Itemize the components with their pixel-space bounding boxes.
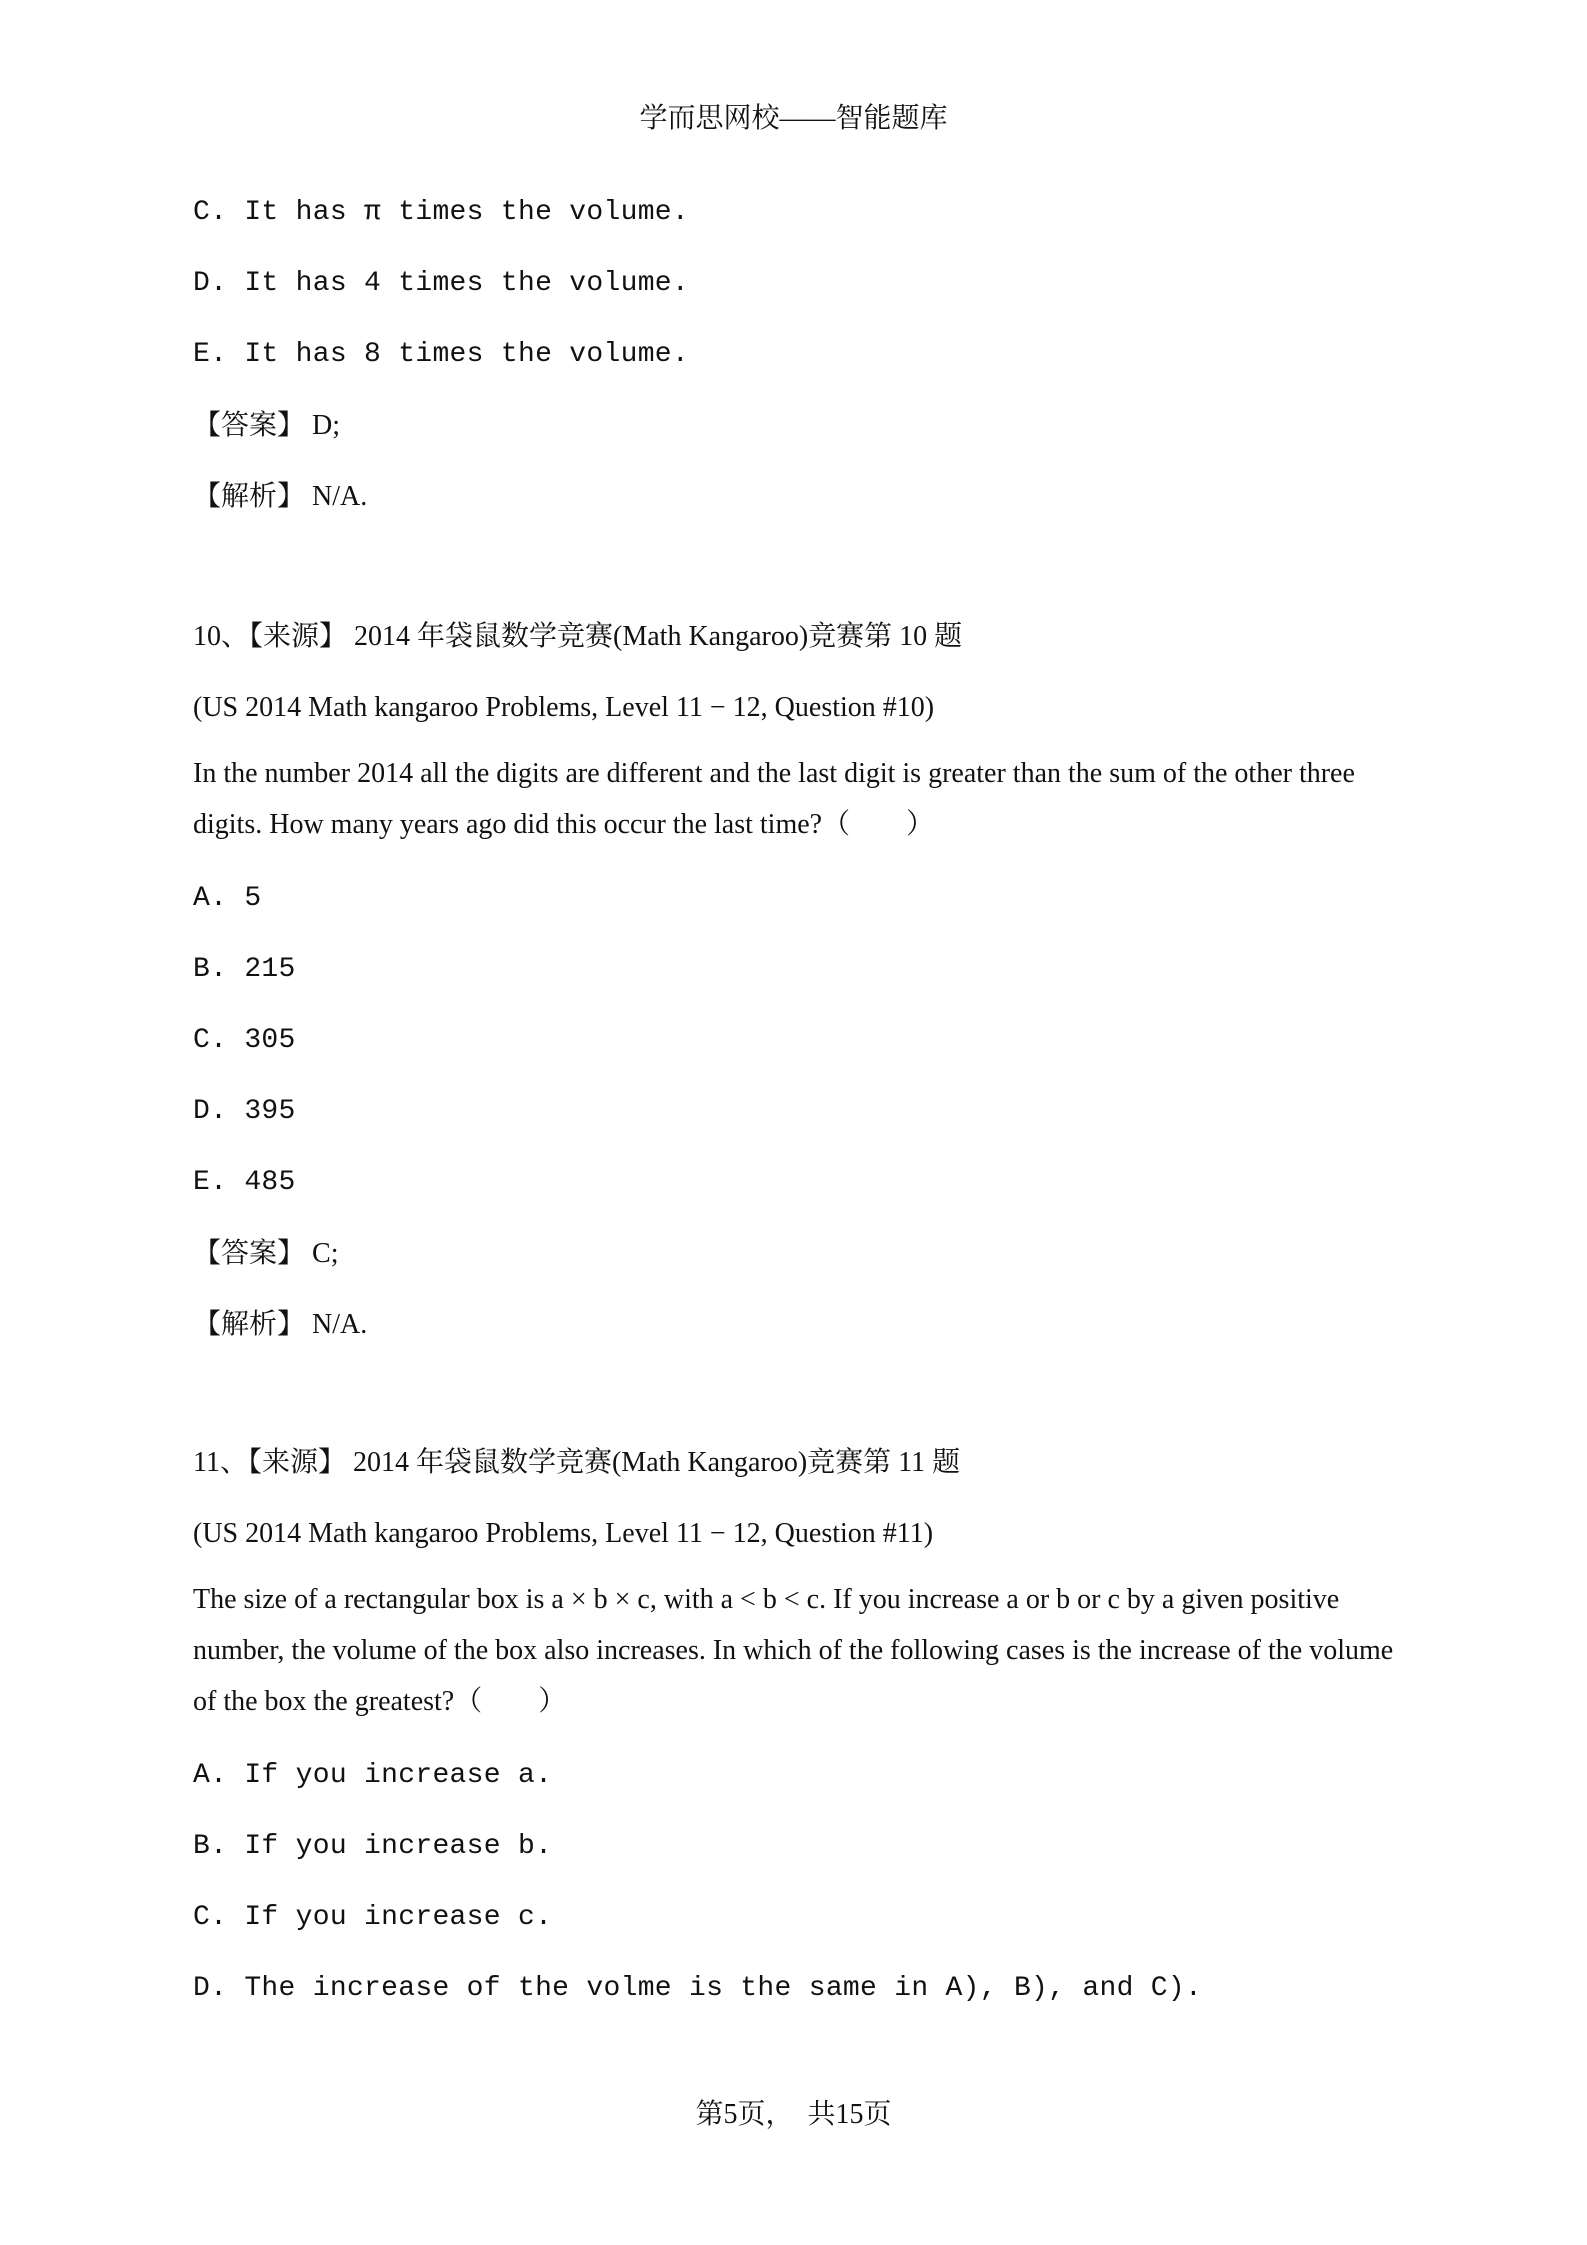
option-text: 215	[244, 954, 296, 985]
page-header: 学而思网校——智能题库	[639, 103, 948, 134]
option-text: It has 4 times the volume.	[244, 268, 689, 299]
question-source	[193, 617, 962, 657]
analysis-label: 【解析】	[193, 481, 306, 512]
question-stem: The size of a rectangular box is a × b × c, with a < b < c. If you increase a or b or c by a given positive number, the volume of the box also increases. In which of the following cases is the increase of the volume of the box the greatest?（ ）	[193, 1584, 1394, 1717]
question-reference: (US 2014 Math kangaroo Problems, Level 11 − 12, Question #11)	[193, 1518, 934, 1549]
answer-value: C;	[312, 1238, 339, 1269]
option-letter: D.	[193, 268, 228, 299]
question-number: 11、	[193, 1447, 248, 1478]
option-text: The increase of the volme is the same in A), B), and C).	[244, 1973, 1203, 2004]
option-a	[193, 1756, 552, 1796]
analysis-value: N/A.	[312, 1309, 368, 1340]
option-e	[193, 335, 689, 375]
question-number: 10、	[193, 621, 250, 652]
option-text: If you increase a.	[244, 1760, 553, 1791]
option-b	[193, 1827, 552, 1867]
source-text: 2014 年袋鼠数学竞赛(Math Kangaroo)竞赛第 11 题	[352, 1447, 961, 1478]
source-label: 【来源】	[249, 621, 348, 652]
option-b	[193, 950, 296, 990]
analysis-label: 【解析】	[193, 1309, 306, 1340]
option-letter: C.	[193, 1902, 228, 1933]
source-label: 【来源】	[247, 1447, 346, 1478]
option-letter: A.	[193, 883, 228, 914]
answer-line	[193, 1234, 338, 1274]
option-text: 305	[244, 1025, 296, 1056]
option-letter: A.	[193, 1760, 228, 1791]
option-c	[193, 1021, 296, 1061]
option-text: It has 8 times the volume.	[244, 339, 689, 370]
option-letter: E.	[193, 1167, 228, 1198]
option-letter: D.	[193, 1096, 228, 1127]
option-letter: D.	[193, 1973, 228, 2004]
option-d	[193, 1092, 296, 1132]
question-source	[193, 1443, 960, 1483]
option-letter: B.	[193, 954, 228, 985]
source-text: 2014 年袋鼠数学竞赛(Math Kangaroo)竞赛第 10 题	[354, 621, 963, 652]
answer-label: 【答案】	[193, 410, 306, 441]
option-letter: C.	[193, 1025, 228, 1056]
option-letter: C.	[193, 197, 228, 228]
option-text: If you increase c.	[244, 1902, 553, 1933]
option-c	[193, 193, 689, 233]
option-d	[193, 264, 689, 304]
page-footer: 第5页， 共15页	[695, 2099, 892, 2130]
option-letter: B.	[193, 1831, 228, 1862]
option-text: If you increase b.	[244, 1831, 553, 1862]
question-stem: In the number 2014 all the digits are different and the last digit is greater than the sum of the other three digits. How many years ago did this occur the last time?（ ）	[193, 758, 1355, 840]
option-text: 485	[244, 1167, 296, 1198]
option-a	[193, 879, 261, 919]
analysis-value: N/A.	[312, 481, 368, 512]
option-text: It has π times the volume.	[244, 197, 689, 228]
question-reference: (US 2014 Math kangaroo Problems, Level 11 − 12, Question #10)	[193, 692, 935, 723]
option-c	[193, 1898, 552, 1938]
option-letter: E.	[193, 339, 228, 370]
option-d	[193, 1969, 1202, 2009]
analysis-line	[193, 477, 367, 517]
analysis-line	[193, 1305, 367, 1345]
option-e	[193, 1163, 296, 1203]
answer-label: 【答案】	[193, 1238, 306, 1269]
option-text: 395	[244, 1096, 296, 1127]
option-text: 5	[244, 883, 262, 914]
answer-line	[193, 406, 340, 446]
answer-value: D;	[312, 410, 341, 441]
